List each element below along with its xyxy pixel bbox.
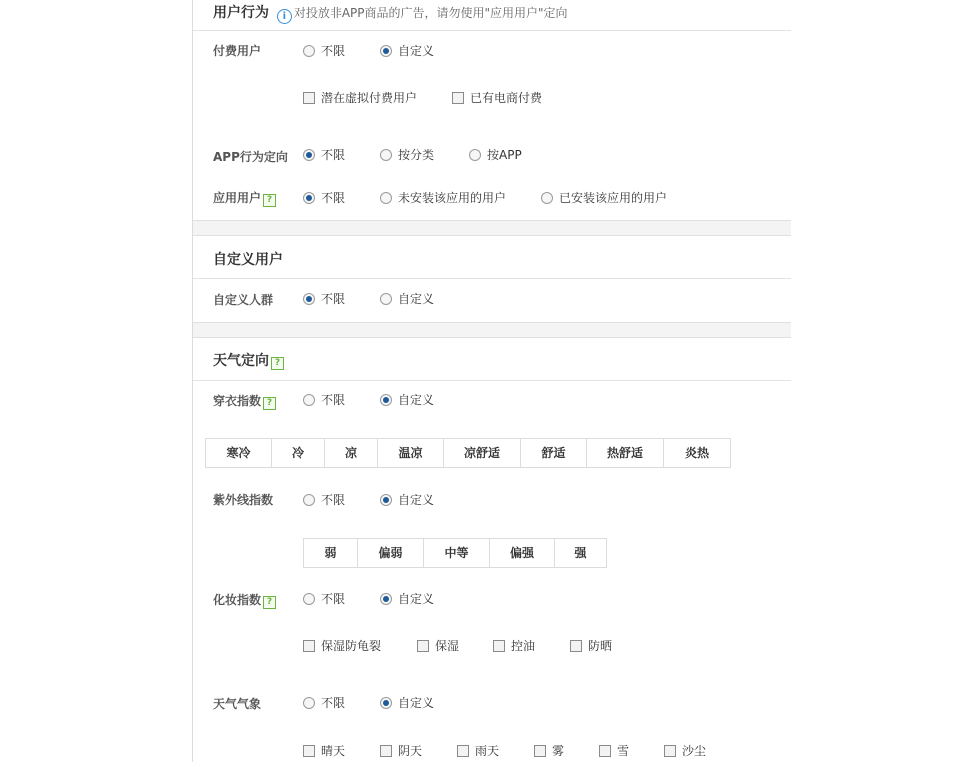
conditions-radio-unlimited[interactable]: 不限 bbox=[303, 696, 345, 710]
weather-header bbox=[213, 350, 284, 370]
user-behavior-hint: 对投放非APP商品的广告，请勿使用"应用用户"定向 bbox=[293, 6, 568, 20]
makeup-check-moisturize[interactable]: 保湿 bbox=[417, 639, 459, 653]
makeup-check-anti-crack[interactable]: 保湿防龟裂 bbox=[303, 639, 381, 653]
makeup-radio-custom[interactable]: 自定义 bbox=[380, 592, 434, 606]
divider bbox=[193, 278, 791, 279]
question-mark-icon[interactable]: ? bbox=[263, 596, 276, 609]
dressing-level[interactable]: 炎热 bbox=[684, 446, 709, 460]
app-users-radio-not-installed[interactable]: 未安装该应用的用户 bbox=[380, 191, 506, 205]
makeup-check-oil-control[interactable]: 控油 bbox=[493, 639, 535, 653]
dressing-level[interactable]: 温凉 bbox=[378, 439, 444, 467]
question-mark-icon[interactable]: ? bbox=[263, 194, 276, 207]
checkbox-icon[interactable] bbox=[303, 640, 315, 652]
radio-icon[interactable] bbox=[541, 192, 553, 204]
info-circle-icon: i bbox=[277, 9, 292, 24]
uv-level[interactable]: 中等 bbox=[424, 539, 490, 567]
checkbox-icon[interactable] bbox=[452, 92, 464, 104]
radio-selected-icon[interactable] bbox=[380, 394, 392, 406]
conditions-check-sandstorm[interactable]: 沙尘 bbox=[664, 744, 706, 758]
dressing-level[interactable]: 冷 bbox=[272, 439, 325, 467]
custom-crowd-radio-custom[interactable]: 自定义 bbox=[380, 292, 434, 306]
radio-selected-icon[interactable] bbox=[380, 593, 392, 605]
uv-level[interactable]: 偏弱 bbox=[358, 539, 424, 567]
section-gap bbox=[193, 322, 791, 338]
checkbox-icon[interactable] bbox=[534, 745, 546, 757]
radio-icon[interactable] bbox=[380, 293, 392, 305]
makeup-radio-unlimited[interactable]: 不限 bbox=[303, 592, 345, 606]
dressing-level[interactable]: 寒冷 bbox=[206, 439, 272, 467]
weather-conditions-label: 天气气象 bbox=[213, 697, 262, 711]
checkbox-icon[interactable] bbox=[599, 745, 611, 757]
radio-icon[interactable] bbox=[303, 394, 315, 406]
section-title-custom-users: 自定义用户 bbox=[213, 252, 283, 268]
checkbox-icon[interactable] bbox=[493, 640, 505, 652]
divider bbox=[193, 380, 791, 381]
uv-index-label: 紫外线指数 bbox=[213, 493, 274, 507]
radio-icon[interactable] bbox=[303, 494, 315, 506]
uv-level[interactable]: 弱 bbox=[304, 539, 358, 567]
checkbox-icon[interactable] bbox=[303, 745, 315, 757]
custom-crowd-radio-unlimited[interactable]: 不限 bbox=[303, 292, 345, 306]
app-users-radio-unlimited[interactable]: 不限 bbox=[303, 191, 345, 205]
conditions-check-snow[interactable]: 雪 bbox=[599, 744, 629, 758]
section-gap bbox=[193, 220, 791, 236]
paid-users-radio-custom[interactable]: 自定义 bbox=[380, 44, 434, 58]
dressing-level[interactable]: 凉舒适 bbox=[444, 439, 521, 467]
checkbox-icon[interactable] bbox=[417, 640, 429, 652]
radio-selected-icon[interactable] bbox=[380, 494, 392, 506]
paid-users-label: 付费用户 bbox=[213, 44, 262, 58]
divider bbox=[193, 30, 791, 31]
paid-users-check-ecommerce[interactable]: 已有电商付费 bbox=[452, 91, 542, 105]
dressing-level-selector bbox=[205, 438, 731, 468]
radio-selected-icon[interactable] bbox=[303, 149, 315, 161]
app-users-radio-installed[interactable]: 已安装该应用的用户 bbox=[541, 191, 667, 205]
question-mark-icon[interactable]: ? bbox=[271, 357, 284, 370]
dressing-level[interactable]: 热舒适 bbox=[587, 439, 664, 467]
uv-radio-unlimited[interactable]: 不限 bbox=[303, 493, 345, 507]
app-behavior-radio-app[interactable]: 按APP bbox=[469, 148, 522, 162]
radio-icon[interactable] bbox=[303, 593, 315, 605]
uv-level-selector bbox=[303, 538, 607, 568]
conditions-check-rainy[interactable]: 雨天 bbox=[457, 744, 499, 758]
checkbox-icon[interactable] bbox=[457, 745, 469, 757]
dressing-level[interactable]: 舒适 bbox=[521, 439, 587, 467]
makeup-check-sunscreen[interactable]: 防晒 bbox=[570, 639, 612, 653]
checkbox-icon[interactable] bbox=[664, 745, 676, 757]
targeting-panel bbox=[192, 0, 791, 762]
radio-selected-icon[interactable] bbox=[380, 697, 392, 709]
dressing-level[interactable]: 凉 bbox=[325, 439, 378, 467]
section-title-user-behavior: 用户行为 bbox=[213, 5, 269, 21]
radio-icon[interactable] bbox=[380, 192, 392, 204]
makeup-index-label: 化妆指数 ? bbox=[213, 591, 276, 609]
dressing-radio-custom[interactable]: 自定义 bbox=[380, 393, 434, 407]
conditions-check-sunny[interactable]: 晴天 bbox=[303, 744, 345, 758]
radio-icon[interactable] bbox=[303, 45, 315, 57]
paid-users-check-virtual[interactable]: 潜在虚拟付费用户 bbox=[303, 91, 417, 105]
question-mark-icon[interactable]: ? bbox=[263, 397, 276, 410]
uv-level[interactable]: 偏强 bbox=[490, 539, 555, 567]
section-title-weather: 天气定向 bbox=[213, 353, 269, 369]
checkbox-icon[interactable] bbox=[570, 640, 582, 652]
custom-crowd-label: 自定义人群 bbox=[213, 293, 274, 307]
app-users-label: 应用用户 ? bbox=[213, 189, 276, 207]
conditions-radio-custom[interactable]: 自定义 bbox=[380, 696, 434, 710]
checkbox-icon[interactable] bbox=[303, 92, 315, 104]
dressing-radio-unlimited[interactable]: 不限 bbox=[303, 393, 345, 407]
checkbox-icon[interactable] bbox=[380, 745, 392, 757]
app-behavior-label: APP行为定向 bbox=[213, 150, 288, 164]
conditions-check-cloudy[interactable]: 阴天 bbox=[380, 744, 422, 758]
uv-radio-custom[interactable]: 自定义 bbox=[380, 493, 434, 507]
radio-selected-icon[interactable] bbox=[380, 45, 392, 57]
radio-icon[interactable] bbox=[303, 697, 315, 709]
radio-selected-icon[interactable] bbox=[303, 192, 315, 204]
user-behavior-header bbox=[213, 2, 568, 24]
dressing-index-label: 穿衣指数 ? bbox=[213, 392, 276, 410]
radio-icon[interactable] bbox=[380, 149, 392, 161]
radio-selected-icon[interactable] bbox=[303, 293, 315, 305]
uv-level[interactable]: 强 bbox=[574, 546, 587, 560]
paid-users-radio-unlimited[interactable]: 不限 bbox=[303, 44, 345, 58]
app-behavior-radio-unlimited[interactable]: 不限 bbox=[303, 148, 345, 162]
radio-icon[interactable] bbox=[469, 149, 481, 161]
conditions-check-fog[interactable]: 雾 bbox=[534, 744, 564, 758]
app-behavior-radio-category[interactable]: 按分类 bbox=[380, 148, 434, 162]
